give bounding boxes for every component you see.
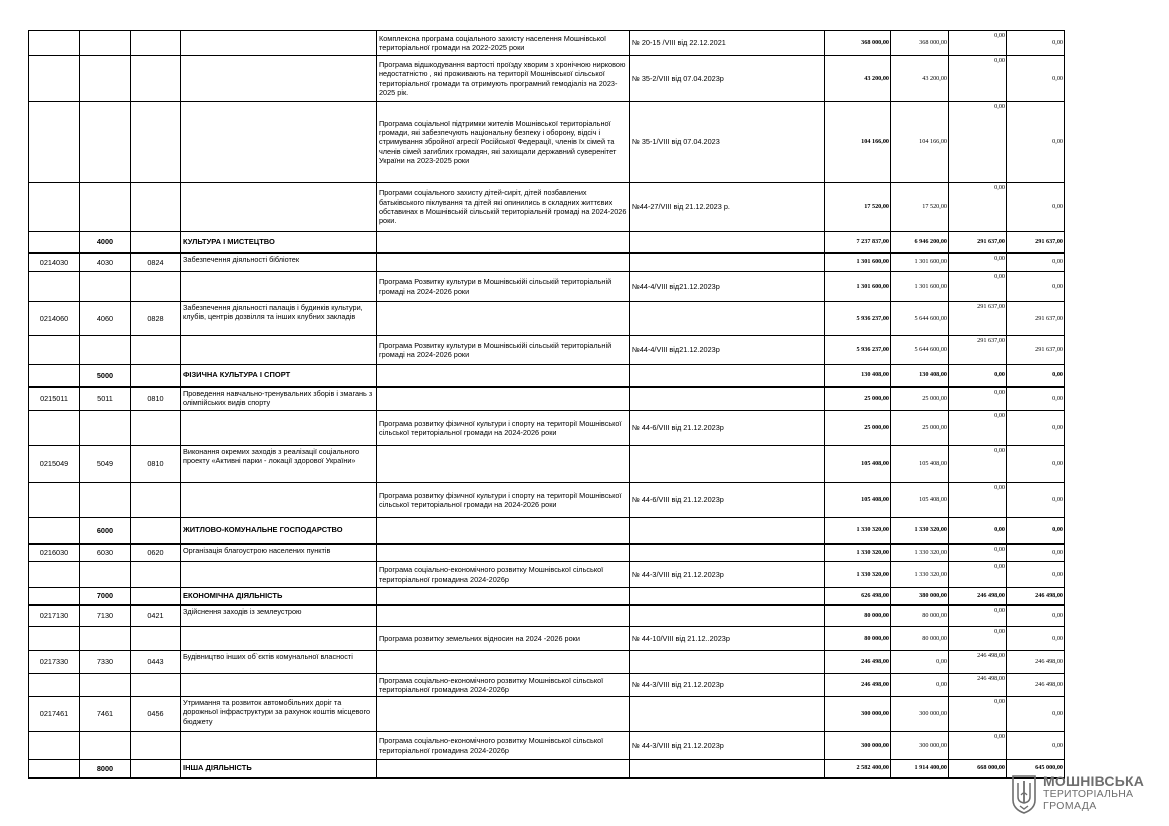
tpkvk-cell — [80, 627, 131, 651]
program-name-cell — [377, 697, 630, 732]
development-budget-cell: 0,00 — [1007, 183, 1065, 232]
kfkvk-cell: 0421 — [131, 605, 181, 627]
total-cell: 130 408,00 — [825, 365, 891, 387]
total-cell: 80 000,00 — [825, 605, 891, 627]
tpkvk-cell — [80, 272, 131, 302]
total-cell: 105 408,00 — [825, 483, 891, 518]
kpkvk-cell — [29, 732, 80, 760]
kpkvk-cell — [29, 272, 80, 302]
kpkvk-cell — [29, 411, 80, 446]
special-fund-cell: 246 498,00 — [949, 651, 1007, 674]
total-cell: 105 408,00 — [825, 446, 891, 483]
special-fund-cell: 0,00 — [949, 272, 1007, 302]
general-fund-cell: 1 914 400,00 — [891, 760, 949, 778]
tpkvk-cell: 4000 — [80, 232, 131, 253]
decision-cell — [630, 588, 825, 605]
general-fund-cell: 6 946 200,00 — [891, 232, 949, 253]
tpkvk-cell: 6000 — [80, 518, 131, 544]
line-name-cell: Забезпечення діяльності бібліотек — [181, 253, 377, 272]
program-name-cell — [377, 544, 630, 562]
line-name-cell — [181, 562, 377, 588]
development-budget-cell: 0,00 — [1007, 544, 1065, 562]
decision-cell: № 44-3/VIII від 21.12.2023р — [630, 732, 825, 760]
line-name-cell: Забезпечення діяльності палаців і будинків культури, клубів, центрів дозвілля та інших клубних закладів — [181, 302, 377, 336]
program-name-cell: Програма відшкодування вартості проїзду хворим з хронічною нирковою недостатністю , які проживають на території Мошнівської сільської територіальної громади та отримують програмний гемодіаліз на 2023-2025 рік. — [377, 56, 630, 102]
program-name-cell — [377, 302, 630, 336]
program-name-cell: Програма соціальної підтримки жителів Мошнівської територіальної громади, які забезпечують національну безпеку і оборону, відсіч і стримування збройної агресії Російської Федерації, членів їх сімей та членів сімей загиблих громадян, які захищали державний суверенітет України на 2023-2025 роки — [377, 102, 630, 183]
kfkvk-cell — [131, 272, 181, 302]
total-cell: 17 520,00 — [825, 183, 891, 232]
budget-line-row — [29, 697, 1065, 732]
kpkvk-cell: 0217461 — [29, 697, 80, 732]
tpkvk-cell — [80, 674, 131, 697]
line-name-cell: Здійснення заходів із землеустрою — [181, 605, 377, 627]
budget-line-row — [29, 253, 1065, 272]
general-fund-cell: 1 330 320,00 — [891, 562, 949, 588]
section-title-cell: ЕКОНОМІЧНА ДІЯЛЬНІСТЬ — [181, 588, 377, 605]
kpkvk-cell: 0217130 — [29, 605, 80, 627]
kfkvk-cell — [131, 732, 181, 760]
program-name-cell — [377, 232, 630, 253]
program-name-cell — [377, 518, 630, 544]
budget-programs-table — [28, 30, 1065, 779]
general-fund-cell: 380 000,00 — [891, 588, 949, 605]
section-row — [29, 365, 1065, 387]
decision-cell — [630, 651, 825, 674]
line-name-cell — [181, 336, 377, 365]
development-budget-cell: 0,00 — [1007, 562, 1065, 588]
special-fund-cell: 0,00 — [949, 544, 1007, 562]
special-fund-cell: 0,00 — [949, 562, 1007, 588]
decision-cell: №44-4/VIII від21.12.2023р — [630, 272, 825, 302]
tpkvk-cell: 5011 — [80, 387, 131, 411]
total-cell: 368 000,00 — [825, 31, 891, 56]
tpkvk-cell — [80, 102, 131, 183]
line-name-cell — [181, 272, 377, 302]
kpkvk-cell — [29, 518, 80, 544]
special-fund-cell: 0,00 — [949, 697, 1007, 732]
kpkvk-cell — [29, 336, 80, 365]
development-budget-cell: 0,00 — [1007, 605, 1065, 627]
decision-cell — [630, 302, 825, 336]
decision-cell: № 44-10/VIII від 21.12..2023р — [630, 627, 825, 651]
total-cell: 246 498,00 — [825, 674, 891, 697]
kpkvk-cell — [29, 232, 80, 253]
development-budget-cell: 645 000,00 — [1007, 760, 1065, 778]
general-fund-cell: 43 200,00 — [891, 56, 949, 102]
kpkvk-cell — [29, 627, 80, 651]
line-name-cell — [181, 411, 377, 446]
kpkvk-cell: 0215011 — [29, 387, 80, 411]
line-name-cell: Проведення навчально-тренувальних зборів і змагань з олімпійських видів спорту — [181, 387, 377, 411]
decision-cell — [630, 697, 825, 732]
decision-cell: № 20-15 /VIII від 22.12.2021 — [630, 31, 825, 56]
program-name-cell: Програма розвитку фізичної культури і спорту на території Мошнівської сільської територіальної громади на 2024-2026 роки — [377, 411, 630, 446]
line-name-cell: Організація благоустрою населених пунктів — [181, 544, 377, 562]
program-name-cell: Програма соціально-економічного розвитку Мошнівської сільської територіальної громадина 2024-2026р — [377, 562, 630, 588]
kpkvk-cell — [29, 760, 80, 778]
development-budget-cell: 0,00 — [1007, 446, 1065, 483]
kpkvk-cell — [29, 365, 80, 387]
tpkvk-cell: 7000 — [80, 588, 131, 605]
kfkvk-cell — [131, 627, 181, 651]
program-row — [29, 336, 1065, 365]
kfkvk-cell — [131, 760, 181, 778]
kpkvk-cell: 0214060 — [29, 302, 80, 336]
kpkvk-cell: 0214030 — [29, 253, 80, 272]
development-budget-cell: 291 637,00 — [1007, 232, 1065, 253]
section-title-cell: КУЛЬТУРА І МИСТЕЦТВО — [181, 232, 377, 253]
line-name-cell: Будівництво інших об`єктів комунальної власності — [181, 651, 377, 674]
tpkvk-cell — [80, 183, 131, 232]
section-row — [29, 232, 1065, 253]
tpkvk-cell: 7330 — [80, 651, 131, 674]
general-fund-cell: 25 000,00 — [891, 387, 949, 411]
kfkvk-cell: 0828 — [131, 302, 181, 336]
special-fund-cell: 0,00 — [949, 253, 1007, 272]
tpkvk-cell — [80, 732, 131, 760]
budget-line-row — [29, 651, 1065, 674]
special-fund-cell: 0,00 — [949, 605, 1007, 627]
program-name-cell: Програма соціально-економічного розвитку Мошнівської сільської територіальної громадина 2024-2026р — [377, 732, 630, 760]
tpkvk-cell — [80, 483, 131, 518]
special-fund-cell: 0,00 — [949, 411, 1007, 446]
line-name-cell — [181, 31, 377, 56]
total-cell: 80 000,00 — [825, 627, 891, 651]
total-cell: 104 166,00 — [825, 102, 891, 183]
tpkvk-cell — [80, 562, 131, 588]
budget-line-row — [29, 605, 1065, 627]
general-fund-cell: 5 644 600,00 — [891, 302, 949, 336]
program-name-cell — [377, 605, 630, 627]
program-name-cell — [377, 365, 630, 387]
program-row — [29, 732, 1065, 760]
total-cell: 43 200,00 — [825, 56, 891, 102]
total-cell: 5 936 237,00 — [825, 336, 891, 365]
kfkvk-cell: 0810 — [131, 446, 181, 483]
total-cell: 1 301 600,00 — [825, 272, 891, 302]
special-fund-cell: 291 637,00 — [949, 302, 1007, 336]
special-fund-cell: 668 000,00 — [949, 760, 1007, 778]
general-fund-cell: 0,00 — [891, 651, 949, 674]
tpkvk-cell: 7461 — [80, 697, 131, 732]
tpkvk-cell: 7130 — [80, 605, 131, 627]
section-title-cell: ЖИТЛОВО-КОМУНАЛЬНЕ ГОСПОДАРСТВО — [181, 518, 377, 544]
general-fund-cell: 5 644 600,00 — [891, 336, 949, 365]
logo-line-3: ГРОМАДА — [1043, 799, 1097, 812]
general-fund-cell: 300 000,00 — [891, 732, 949, 760]
community-logo — [1010, 773, 1150, 815]
kfkvk-cell — [131, 411, 181, 446]
development-budget-cell: 0,00 — [1007, 253, 1065, 272]
general-fund-cell: 80 000,00 — [891, 627, 949, 651]
special-fund-cell: 246 498,00 — [949, 674, 1007, 697]
special-fund-cell: 0,00 — [949, 102, 1007, 183]
general-fund-cell: 1 330 320,00 — [891, 518, 949, 544]
program-name-cell — [377, 588, 630, 605]
line-name-cell — [181, 102, 377, 183]
line-name-cell — [181, 183, 377, 232]
development-budget-cell: 0,00 — [1007, 387, 1065, 411]
tpkvk-cell: 4030 — [80, 253, 131, 272]
kfkvk-cell: 0810 — [131, 387, 181, 411]
kfkvk-cell: 0443 — [131, 651, 181, 674]
program-name-cell — [377, 253, 630, 272]
program-row — [29, 183, 1065, 232]
budget-line-row — [29, 544, 1065, 562]
program-name-cell: Комплексна програма соціального захисту населення Мошнівської територіальної громади на 2022-2025 роки — [377, 31, 630, 56]
budget-line-row — [29, 446, 1065, 483]
program-name-cell — [377, 760, 630, 778]
kfkvk-cell — [131, 336, 181, 365]
special-fund-cell: 246 498,00 — [949, 588, 1007, 605]
program-name-cell: Програма розвитку фізичної культури і спорту на території Мошнівської сільської територіальної громади на 2024-2026 роки — [377, 483, 630, 518]
trident-icon — [1010, 773, 1038, 815]
total-cell: 626 498,00 — [825, 588, 891, 605]
total-cell: 25 000,00 — [825, 387, 891, 411]
general-fund-cell: 300 000,00 — [891, 697, 949, 732]
program-name-cell: Програма розвитку земельних відносин на 2024 -2026 роки — [377, 627, 630, 651]
development-budget-cell: 246 498,00 — [1007, 674, 1065, 697]
kpkvk-cell: 0216030 — [29, 544, 80, 562]
section-row — [29, 760, 1065, 778]
total-cell: 7 237 837,00 — [825, 232, 891, 253]
program-name-cell: Програма Розвитку культури в Мошнівськійі сільській територіальній громаді на 2024-2026 роки — [377, 336, 630, 365]
general-fund-cell: 105 408,00 — [891, 446, 949, 483]
tpkvk-cell — [80, 411, 131, 446]
kfkvk-cell — [131, 674, 181, 697]
general-fund-cell: 0,00 — [891, 674, 949, 697]
tpkvk-cell — [80, 31, 131, 56]
kfkvk-cell — [131, 588, 181, 605]
line-name-cell — [181, 674, 377, 697]
program-row — [29, 411, 1065, 446]
development-budget-cell: 0,00 — [1007, 411, 1065, 446]
kpkvk-cell: 0215049 — [29, 446, 80, 483]
program-row — [29, 272, 1065, 302]
development-budget-cell: 246 498,00 — [1007, 651, 1065, 674]
total-cell: 1 330 320,00 — [825, 518, 891, 544]
general-fund-cell: 1 301 600,00 — [891, 272, 949, 302]
development-budget-cell: 0,00 — [1007, 518, 1065, 544]
decision-cell — [630, 446, 825, 483]
program-name-cell — [377, 387, 630, 411]
decision-cell — [630, 544, 825, 562]
special-fund-cell: 0,00 — [949, 183, 1007, 232]
program-name-cell: Програма соціально-економічного розвитку Мошнівської сільської територіальної громадина 2024-2026р — [377, 674, 630, 697]
program-row — [29, 31, 1065, 56]
kfkvk-cell: 0824 — [131, 253, 181, 272]
development-budget-cell: 0,00 — [1007, 365, 1065, 387]
program-row — [29, 483, 1065, 518]
kpkvk-cell — [29, 183, 80, 232]
kpkvk-cell — [29, 31, 80, 56]
program-row — [29, 56, 1065, 102]
special-fund-cell: 0,00 — [949, 56, 1007, 102]
section-title-cell: ІНША ДІЯЛЬНІСТЬ — [181, 760, 377, 778]
kfkvk-cell — [131, 483, 181, 518]
tpkvk-cell: 5049 — [80, 446, 131, 483]
budget-line-row — [29, 302, 1065, 336]
kpkvk-cell — [29, 102, 80, 183]
special-fund-cell: 0,00 — [949, 365, 1007, 387]
decision-cell: №44-27/VIII від 21.12.2023 р. — [630, 183, 825, 232]
kfkvk-cell: 0456 — [131, 697, 181, 732]
logo-line-2: ТЕРИТОРІАЛЬНА — [1043, 788, 1134, 800]
kfkvk-cell — [131, 31, 181, 56]
special-fund-cell: 0,00 — [949, 518, 1007, 544]
general-fund-cell: 368 000,00 — [891, 31, 949, 56]
kpkvk-cell — [29, 562, 80, 588]
section-row — [29, 518, 1065, 544]
decision-cell: № 44-3/VIII від 21.12.2023р — [630, 562, 825, 588]
line-name-cell: Утримання та розвиток автомобільних доріг та дорожньої інфраструктури за рахунок коштів місцевого бюджету — [181, 697, 377, 732]
development-budget-cell: 0,00 — [1007, 732, 1065, 760]
logo-line-1: МОШНІВСЬКА — [1043, 773, 1145, 789]
total-cell: 2 582 400,00 — [825, 760, 891, 778]
kfkvk-cell — [131, 562, 181, 588]
program-name-cell — [377, 651, 630, 674]
tpkvk-cell: 5000 — [80, 365, 131, 387]
program-row — [29, 627, 1065, 651]
total-cell: 300 000,00 — [825, 697, 891, 732]
development-budget-cell: 0,00 — [1007, 102, 1065, 183]
special-fund-cell: 0,00 — [949, 387, 1007, 411]
total-cell: 1 330 320,00 — [825, 544, 891, 562]
decision-cell — [630, 387, 825, 411]
development-budget-cell: 0,00 — [1007, 627, 1065, 651]
decision-cell — [630, 518, 825, 544]
development-budget-cell: 0,00 — [1007, 272, 1065, 302]
line-name-cell — [181, 732, 377, 760]
tpkvk-cell — [80, 336, 131, 365]
special-fund-cell: 0,00 — [949, 627, 1007, 651]
decision-cell: № 35-2/VIII від 07.04.2023р — [630, 56, 825, 102]
kpkvk-cell — [29, 588, 80, 605]
decision-cell: №44-4/VIII від21.12.2023р — [630, 336, 825, 365]
general-fund-cell: 105 408,00 — [891, 483, 949, 518]
total-cell: 1 301 600,00 — [825, 253, 891, 272]
total-cell: 246 498,00 — [825, 651, 891, 674]
kfkvk-cell — [131, 183, 181, 232]
special-fund-cell: 0,00 — [949, 31, 1007, 56]
general-fund-cell: 80 000,00 — [891, 605, 949, 627]
decision-cell: № 35-1/VIII від 07.04.2023 — [630, 102, 825, 183]
decision-cell: № 44-6/VIII від 21.12.2023р — [630, 483, 825, 518]
decision-cell — [630, 605, 825, 627]
general-fund-cell: 130 408,00 — [891, 365, 949, 387]
section-title-cell: ФІЗИЧНА КУЛЬТУРА І СПОРТ — [181, 365, 377, 387]
general-fund-cell: 104 166,00 — [891, 102, 949, 183]
development-budget-cell: 0,00 — [1007, 31, 1065, 56]
line-name-cell — [181, 56, 377, 102]
kfkvk-cell — [131, 102, 181, 183]
kfkvk-cell: 0620 — [131, 544, 181, 562]
development-budget-cell: 246 498,00 — [1007, 588, 1065, 605]
kpkvk-cell — [29, 56, 80, 102]
decision-cell: № 44-6/VIII від 21.12.2023р — [630, 411, 825, 446]
decision-cell — [630, 253, 825, 272]
special-fund-cell: 291 637,00 — [949, 232, 1007, 253]
special-fund-cell: 0,00 — [949, 732, 1007, 760]
special-fund-cell: 291 637,00 — [949, 336, 1007, 365]
development-budget-cell: 0,00 — [1007, 56, 1065, 102]
tpkvk-cell: 8000 — [80, 760, 131, 778]
decision-cell: № 44-3/VIII від 21.12.2023р — [630, 674, 825, 697]
program-name-cell: Програми соціального захисту дітей-сиріт, дітей позбавлених батьківського піклування та дітей які опинились в складних життєвих обставинах в Мошнівській сільській територіальній громаді на 2024-2026 роки. — [377, 183, 630, 232]
decision-cell — [630, 232, 825, 253]
kfkvk-cell — [131, 232, 181, 253]
program-row — [29, 674, 1065, 697]
kpkvk-cell — [29, 483, 80, 518]
kfkvk-cell — [131, 365, 181, 387]
budget-line-row — [29, 387, 1065, 411]
program-row — [29, 102, 1065, 183]
kfkvk-cell — [131, 56, 181, 102]
program-row — [29, 562, 1065, 588]
general-fund-cell: 1 301 600,00 — [891, 253, 949, 272]
kfkvk-cell — [131, 518, 181, 544]
total-cell: 300 000,00 — [825, 732, 891, 760]
tpkvk-cell — [80, 56, 131, 102]
section-row — [29, 588, 1065, 605]
development-budget-cell: 291 637,00 — [1007, 336, 1065, 365]
kpkvk-cell: 0217330 — [29, 651, 80, 674]
special-fund-cell: 0,00 — [949, 483, 1007, 518]
development-budget-cell: 0,00 — [1007, 483, 1065, 518]
line-name-cell — [181, 483, 377, 518]
general-fund-cell: 1 330 320,00 — [891, 544, 949, 562]
general-fund-cell: 25 000,00 — [891, 411, 949, 446]
decision-cell — [630, 760, 825, 778]
tpkvk-cell: 6030 — [80, 544, 131, 562]
total-cell: 5 936 237,00 — [825, 302, 891, 336]
program-name-cell: Програма Розвитку культури в Мошнівськійі сільській територіальній громаді на 2024-2026 роки — [377, 272, 630, 302]
line-name-cell: Виконання окремих заходів з реалізації соціального проекту «Активні парки - локації здорової України» — [181, 446, 377, 483]
line-name-cell — [181, 627, 377, 651]
special-fund-cell: 0,00 — [949, 446, 1007, 483]
kpkvk-cell — [29, 674, 80, 697]
development-budget-cell: 0,00 — [1007, 697, 1065, 732]
development-budget-cell: 291 637,00 — [1007, 302, 1065, 336]
decision-cell — [630, 365, 825, 387]
total-cell: 25 000,00 — [825, 411, 891, 446]
total-cell: 1 330 320,00 — [825, 562, 891, 588]
general-fund-cell: 17 520,00 — [891, 183, 949, 232]
tpkvk-cell: 4060 — [80, 302, 131, 336]
program-name-cell — [377, 446, 630, 483]
